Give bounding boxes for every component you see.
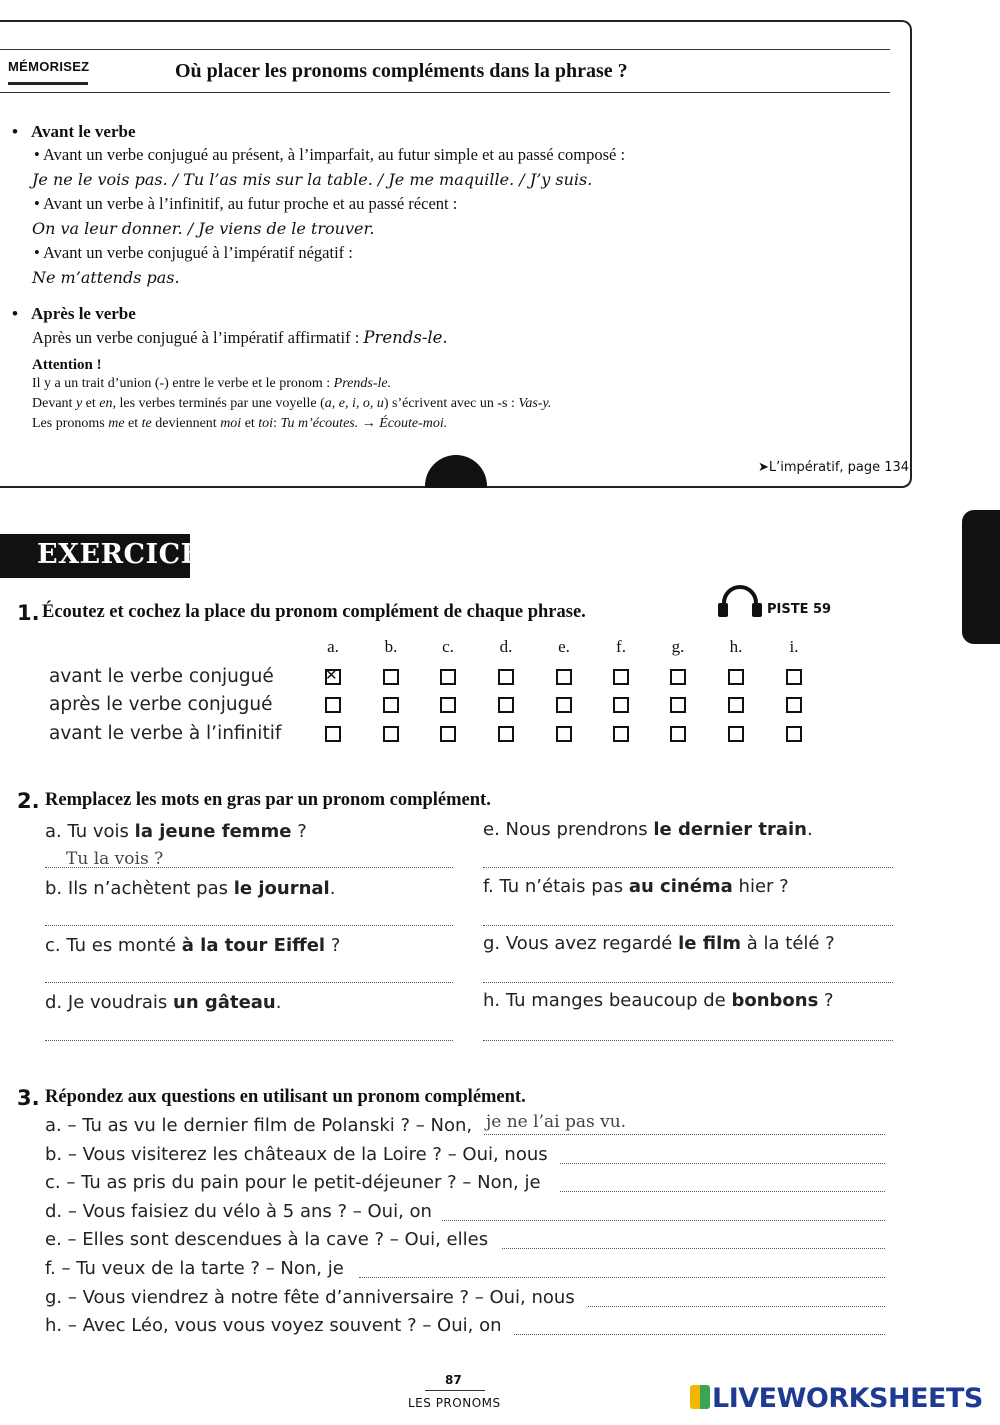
reference-imperatif-link[interactable]: ➤L’impératif, page 134 — [758, 460, 910, 475]
ex2-line-g[interactable] — [483, 982, 893, 983]
column-letter: g. — [671, 637, 685, 656]
avant-heading: Avant le verbe — [31, 122, 136, 141]
exercices-title: EXERCICES — [37, 539, 222, 570]
ex3-question: d. – Vous faisiez du vélo à 5 ans ? – Oui, on — [45, 1200, 432, 1222]
checkbox[interactable] — [613, 669, 629, 685]
bullet-avant: • — [12, 122, 18, 141]
memo-title: Où placer les pronoms compléments dans la phrase ? — [175, 60, 628, 82]
ex3-answer-line[interactable] — [359, 1277, 885, 1278]
checkbox[interactable] — [325, 697, 341, 713]
checkbox[interactable] — [670, 726, 686, 742]
ex3-answer-line[interactable] — [560, 1191, 885, 1192]
headphones-icon[interactable] — [716, 585, 764, 621]
checkbox[interactable] — [440, 669, 456, 685]
ex2-question-h: h. Tu manges beaucoup de bonbons ? — [483, 990, 834, 1011]
ex3-number: 3. — [17, 1086, 40, 1110]
checkbox[interactable] — [325, 669, 341, 685]
piste-label: PISTE 59 — [767, 602, 832, 617]
ex2-question-d: d. Je voudrais un gâteau. — [45, 992, 282, 1013]
checkbox[interactable] — [498, 669, 514, 685]
page-section-footer: LES PRONOMS — [408, 1396, 501, 1410]
ex3-question: f. – Tu veux de la tarte ? – Non, je — [45, 1258, 344, 1279]
apres-heading: Après le verbe — [31, 304, 136, 323]
checkbox[interactable] — [728, 726, 744, 742]
liveworksheets-mark-icon — [690, 1385, 710, 1409]
checkbox[interactable] — [325, 726, 341, 742]
checkbox[interactable] — [498, 726, 514, 742]
ex2-line-a[interactable] — [45, 867, 453, 868]
checkbox[interactable] — [440, 726, 456, 742]
checkbox[interactable] — [556, 697, 572, 713]
apres-rule: Après un verbe conjugué à l’impératif affirmatif : Prends-le. — [32, 328, 448, 347]
page-number-rule — [425, 1390, 485, 1391]
ex3-answer-line[interactable] — [514, 1334, 885, 1335]
column-letter: a. — [327, 637, 339, 656]
ex2-question-e: e. Nous prendrons le dernier train. — [483, 819, 813, 840]
ex3-question: e. – Elles sont descendues à la cave ? – Oui, elles — [45, 1229, 489, 1251]
ex3-question: b. – Vous visiterez les châteaux de la Loire ? – Oui, nous — [45, 1143, 548, 1165]
row-label: après le verbe conjugué — [49, 694, 273, 715]
checkbox[interactable] — [613, 726, 629, 742]
checkbox[interactable] — [383, 669, 399, 685]
checkbox[interactable] — [786, 726, 802, 742]
checkbox[interactable] — [383, 697, 399, 713]
checkbox[interactable] — [670, 669, 686, 685]
ex3-answer-line[interactable] — [442, 1220, 885, 1221]
ex3-question: g. – Vous viendrez à notre fête d’anniversaire ? – Oui, nous — [45, 1286, 575, 1308]
ex2-number: 2. — [17, 789, 40, 813]
ex2-question-b: b. Ils n’achètent pas le journal. — [45, 878, 336, 899]
memo-rule-bottom — [0, 92, 890, 93]
column-letter: h. — [729, 637, 743, 656]
row-label: avant le verbe à l’infinitif — [49, 723, 282, 744]
ex2-line-c[interactable] — [45, 982, 453, 983]
ex3-answer[interactable]: je ne l’ai pas vu. — [486, 1112, 627, 1132]
avant-example-3: Ne m’attends pas. — [32, 268, 180, 287]
ex2-title: Remplacez les mots en gras par un pronom complément. — [45, 790, 491, 810]
ex2-question-c: c. Tu es monté à la tour Eiffel ? — [45, 935, 341, 956]
checkbox[interactable] — [498, 697, 514, 713]
column-letter: c. — [442, 637, 454, 656]
ex3-question: a. – Tu as vu le dernier film de Polanski ? – Non, — [45, 1115, 473, 1136]
checkbox[interactable] — [728, 669, 744, 685]
ex2-question-a: a. Tu vois la jeune femme ? — [45, 821, 307, 842]
ex2-line-h[interactable] — [483, 1040, 893, 1041]
bullet-apres: • — [12, 304, 18, 323]
memorisez-underline — [8, 82, 88, 85]
ex1-title: Écoutez et cochez la place du pronom complément de chaque phrase. — [42, 602, 586, 622]
avant-rule-2: • Avant un verbe à l’infinitif, au futur proche et au passé récent : — [34, 194, 458, 213]
avant-example-1: Je ne le vois pas. / Tu l’as mis sur la table. / Je me maquille. / J’y suis. — [32, 170, 593, 189]
ex2-question-f: f. Tu n’étais pas au cinéma hier ? — [483, 876, 789, 897]
ex3-title: Répondez aux questions en utilisant un pronom complément. — [45, 1087, 526, 1107]
column-letter: b. — [384, 637, 398, 656]
ex2-question-g: g. Vous avez regardé le film à la télé ? — [483, 933, 835, 954]
page-number: 87 — [445, 1373, 462, 1387]
ex3-question: h. – Avec Léo, vous vous voyez souvent ? – Oui, on — [45, 1315, 502, 1337]
avant-example-2: On va leur donner. / Je viens de le trouver. — [32, 219, 375, 238]
column-letter: i. — [789, 637, 799, 656]
attention-line-1: Il y a un trait d’union (-) entre le verbe et le pronom : Prends-le. — [32, 376, 392, 391]
checkbox[interactable] — [613, 697, 629, 713]
checkbox[interactable] — [383, 726, 399, 742]
memorisez-label: MÉMORISEZ — [8, 59, 90, 74]
ex2-line-b[interactable] — [45, 925, 453, 926]
liveworksheets-logo[interactable]: LIVEWORKSHEETS — [690, 1383, 983, 1414]
checkbox[interactable] — [728, 697, 744, 713]
ex3-answer-line[interactable] — [560, 1163, 885, 1164]
attention-line-3: Les pronoms me et te deviennent moi et toi: Tu m’écoutes. → Écoute-moi. — [32, 416, 448, 431]
attention-line-2: Devant y et en, les verbes terminés par une voyelle (a, e, i, o, u) s’écrivent avec un -s : Vas-y. — [32, 396, 552, 411]
ex3-answer-line[interactable] — [502, 1248, 885, 1249]
attention-heading: Attention ! — [32, 357, 102, 373]
ex2-line-e[interactable] — [483, 867, 893, 868]
ex3-answer-line[interactable] — [588, 1306, 885, 1307]
ex3-answer-line[interactable] — [484, 1134, 885, 1135]
ex2-line-f[interactable] — [483, 925, 893, 926]
checkbox[interactable] — [786, 669, 802, 685]
ex2-line-d[interactable] — [45, 1040, 453, 1041]
ex1-number: 1. — [17, 601, 40, 625]
checkbox[interactable] — [556, 726, 572, 742]
column-letter: d. — [499, 637, 513, 656]
checkbox[interactable] — [556, 669, 572, 685]
side-tab — [962, 510, 1000, 644]
checkbox[interactable] — [670, 697, 686, 713]
ex2-answer-a[interactable]: Tu la vois ? — [66, 849, 164, 869]
avant-rule-1: • Avant un verbe conjugué au présent, à l’imparfait, au futur simple et au passé composé : — [34, 145, 626, 164]
column-letter: f. — [616, 637, 626, 656]
avant-rule-3: • Avant un verbe conjugué à l’impératif négatif : — [34, 243, 353, 262]
checkbox[interactable] — [786, 697, 802, 713]
ex3-question: c. – Tu as pris du pain pour le petit-déjeuner ? – Non, je — [45, 1172, 541, 1194]
checkbox[interactable] — [440, 697, 456, 713]
row-label: avant le verbe conjugué — [49, 666, 274, 687]
column-letter: e. — [558, 637, 570, 656]
memo-rule-top — [0, 49, 890, 50]
